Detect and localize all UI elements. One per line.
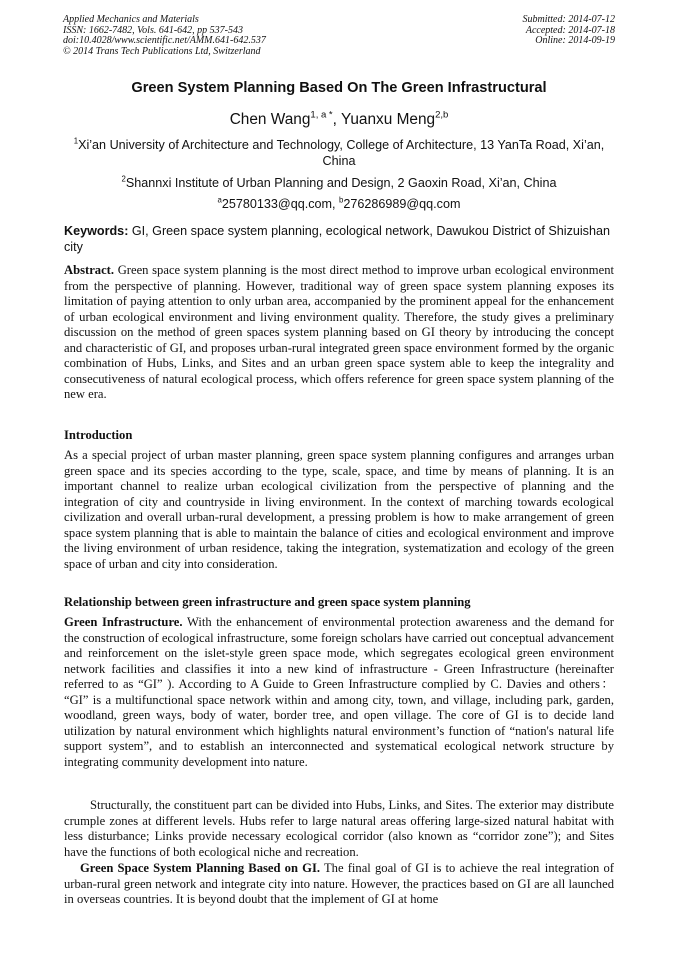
- author-1-marks: 1, a *: [310, 109, 333, 121]
- author-2-marks: 2,b: [435, 109, 449, 121]
- gsp-text: The final goal of GI is to achieve the real integration of urban-rural green network and integrate city into nature. However, the practices based on GI are all launched in overseas countries. It is beyond doubt that the implement of GI at home: [64, 861, 614, 907]
- gi-text: With the enhancement of environmental protection awareness and the demand for the construction of ecological infrastructure, some foreign scholars have carried out conceptual advancement and reinforcement on the islet-style green space mode, which segregates ecological green environment network facilities and classifies it into a new kind of infrastructure - Green Infrastructure (hereinafter referred to as “GI” ). According to A Guide to Green Infrastructure complied by C. Davies and others： “GI” is a multifunctional space network within and among city, town, and village, including park, garden, woodland, green ways, body of water, border tree, and open village. The core of GI is to decide land utilization by natural environment which highlights natural environment’s function of “nation's natural life support system”, and to establish an interconnected and systematical ecological network structure by integrating community development into nature.: [64, 615, 614, 769]
- publication-dates: [523, 15, 616, 47]
- green-infrastructure-paragraph: [64, 615, 614, 770]
- author-emails: [40, 197, 638, 211]
- author-list: [40, 111, 638, 129]
- journal-info: [63, 15, 266, 57]
- affiliation-2-text: Shannxi Institute of Urban Planning and Design, 2 Gaoxin Road, Xi’an, China: [125, 176, 557, 190]
- structure-paragraph: Structurally, the constituent part can be divided into Hubs, Links, and Sites. The exterior may distribute crumple zones at different levels. Hubs refer to large natural areas offering large-sized natural habitat with less disturbance; Links provide necessary ecological corridor (also known as “corridor zone”); and Sites have the functions of both ecological niche and recreation.: [64, 798, 614, 859]
- abstract-text: Green space system planning is the most direct method to improve urban ecological environment from the perspective of planning. However, traditional way of green space system planning exposes its limitation of paying attention to only urban area, accompanied by the prominent appeal for the enhancement of urban ecological environment and living environment quality. Therefore, the study gives a preliminary discussion on the method of green spaces system planning based on GI theory by introducing the concept and characteristic of GI, and proposes urban-rural integrated green space environment formed by the organic combination of Hubs, Links, and Sites and an urban green space system able to keep the integrality and consecutiveness of natural ecological process, which offers reference for green space system planning of the new era.: [64, 263, 614, 402]
- introduction-heading: Introduction: [64, 428, 133, 442]
- relationship-heading: Relationship between green infrastructure and green space system planning: [64, 595, 471, 609]
- online-date: Online: 2014-09-19: [535, 35, 615, 46]
- abstract: [64, 263, 614, 403]
- affiliation-1-mark: 1: [73, 136, 79, 146]
- paper-title: Green System Planning Based On The Green Infrastructural: [131, 80, 547, 96]
- keywords-text: GI, Green space system planning, ecological network, Dawukou District of Shizuishan city: [64, 224, 610, 254]
- email-2-mark: b: [339, 195, 344, 205]
- affiliation-1: [64, 137, 614, 169]
- doi-line: doi:10.4028/www.scientific.net/AMM.641-642.537: [63, 35, 266, 46]
- affiliation-2-mark: 2: [121, 174, 126, 184]
- author-separator: ,: [332, 111, 341, 128]
- affiliation-2: [64, 175, 614, 191]
- submitted-date: Submitted: 2014-07-12: [522, 14, 615, 25]
- affiliation-1-text: Xi’an University of Architecture and Technology, College of Architecture, 13 YanTa Road, Xi’an, China: [78, 138, 605, 168]
- accepted-date: Accepted: 2014-07-18: [525, 24, 615, 36]
- introduction-paragraph: As a special project of urban master planning, green space system planning configures and arranges urban green space and its species according to the type, scale, space, and time by means of planning. It is an important channel to realize urban ecological civilization from the perspective of planning and the integration of city and countryside in living environment. In the context of marching towards ecological civilization and overall urban-rural development, a pressing problem is how to make arrangement of green space system planning that is able to maintain the balance of cities and ecological environment and improve the living environment of urban residence, taking the integration, systematization and ecology of the green space of urban and city into consideration.: [64, 448, 614, 571]
- journal-name: Applied Mechanics and Materials: [63, 14, 199, 25]
- abstract-label: Abstract.: [64, 263, 115, 277]
- author-2: Yuanxu Meng: [340, 111, 436, 128]
- keywords-label: Keywords:: [64, 224, 129, 238]
- gsp-paragraph: [64, 861, 614, 908]
- email-1: 25780133@qq.com,: [221, 197, 339, 211]
- email-1-mark: a: [217, 195, 222, 205]
- author-1: Chen Wang: [229, 111, 311, 128]
- gi-lead: Green Infrastructure.: [64, 615, 183, 629]
- gsp-lead: Green Space System Planning Based on GI.: [80, 861, 321, 875]
- email-2: 276286989@qq.com: [343, 197, 461, 211]
- copyright-line: © 2014 Trans Tech Publications Ltd, Switzerland: [63, 45, 261, 57]
- issn-line: ISSN: 1662-7482, Vols. 641-642, pp 537-543: [63, 24, 243, 36]
- keywords: [64, 224, 614, 255]
